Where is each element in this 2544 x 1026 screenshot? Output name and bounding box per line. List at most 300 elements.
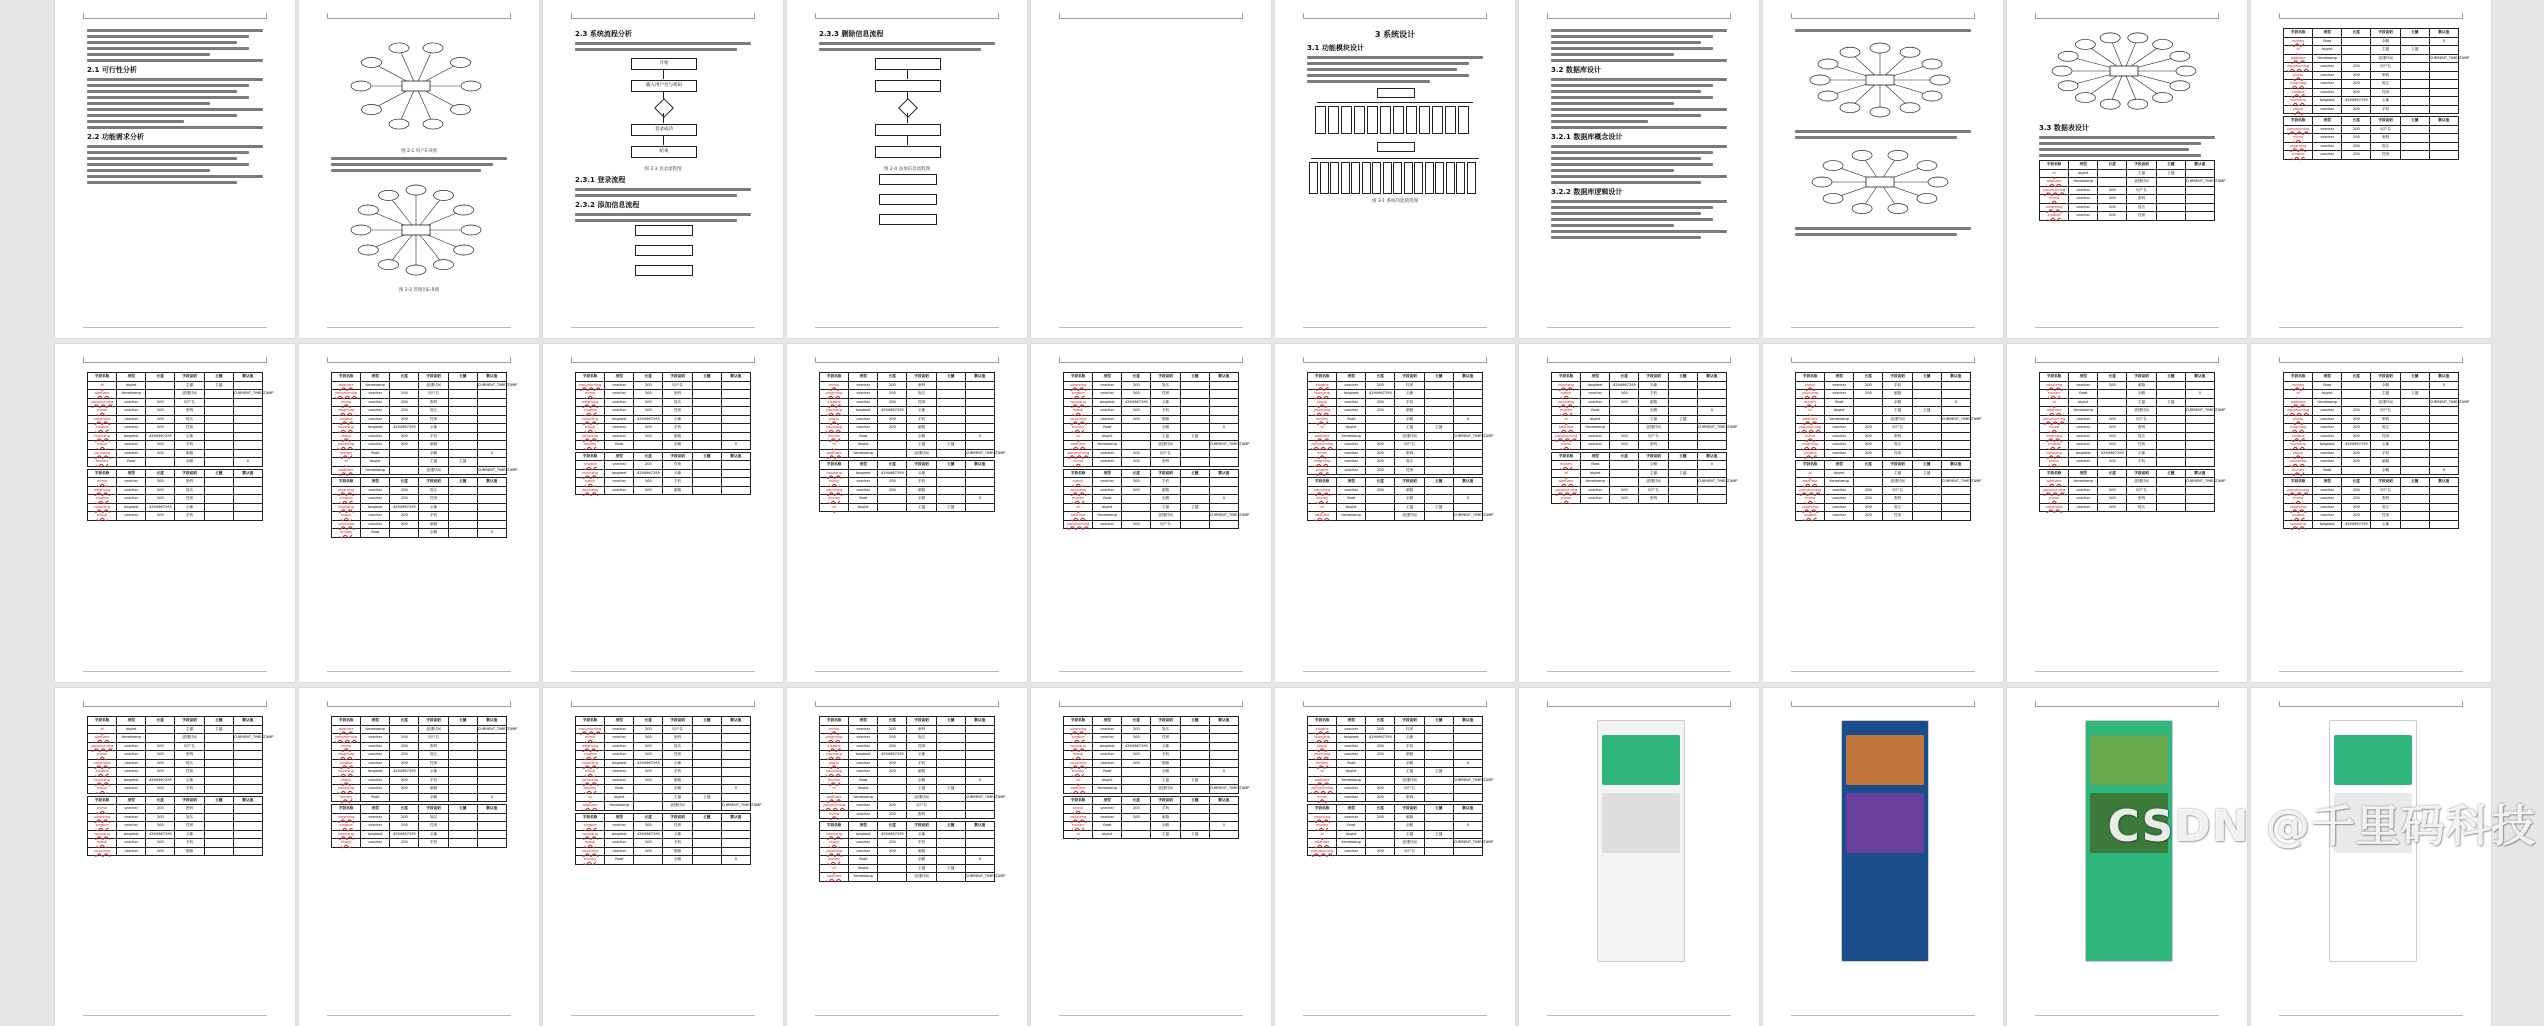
- table-row: [1308, 407, 1483, 416]
- er-attribute: [2100, 33, 2120, 43]
- table-cell: [2284, 97, 2313, 106]
- field-name: xingming: [2045, 204, 2063, 209]
- table-cell: longtext: [361, 424, 390, 433]
- table-cell: 邮箱: [1395, 813, 1424, 822]
- page-header-marks: [1547, 18, 1731, 19]
- table-row: [820, 751, 995, 760]
- section-heading: 2.3.3 删除信息流程: [819, 30, 884, 38]
- text-line: [1795, 227, 1971, 230]
- document-page[interactable]: [543, 344, 783, 682]
- document-page[interactable]: [787, 688, 1027, 1026]
- page-header-marks: [1303, 18, 1487, 19]
- table-cell: [576, 785, 605, 794]
- table-header-cell: 主键: [204, 469, 233, 478]
- module-item: [1445, 106, 1456, 134]
- table-cell: [721, 415, 750, 424]
- document-page[interactable]: [1763, 0, 2003, 338]
- table-cell: 200: [1610, 398, 1639, 407]
- page-header-marks: [1547, 362, 1731, 363]
- table-cell: 200: [146, 847, 175, 856]
- document-page[interactable]: [1519, 344, 1759, 682]
- document-page[interactable]: [787, 344, 1027, 682]
- table-row: [576, 407, 751, 416]
- table-row: [1796, 424, 1971, 433]
- table-cell: [1064, 785, 1093, 794]
- field-name: addtime: [2290, 55, 2306, 60]
- table-cell: [721, 759, 750, 768]
- table-cell: [2284, 503, 2313, 512]
- document-page[interactable]: [55, 344, 295, 682]
- text-line: [87, 53, 210, 56]
- page-header-marks: [571, 362, 755, 363]
- table-cell: [820, 830, 849, 839]
- field-name: shouji: [1560, 391, 1572, 395]
- table-cell: [1064, 512, 1093, 521]
- table-cell: [936, 742, 965, 751]
- table-header-cell: 字段名称: [1796, 461, 1825, 470]
- table-header-cell: 默认值: [2185, 161, 2214, 170]
- table-cell: [1668, 432, 1697, 441]
- table-cell: varchar: [849, 424, 878, 433]
- document-page[interactable]: [2007, 0, 2247, 338]
- table-cell: varchar: [117, 768, 146, 777]
- table-cell: [1424, 785, 1453, 794]
- table-cell: varchar: [605, 390, 634, 399]
- table-cell: 创建时间: [1395, 432, 1424, 441]
- table-cell: [1064, 759, 1093, 768]
- section-heading: 3.1 功能模块设计: [1307, 44, 1364, 52]
- table-header-cell: 字段说明: [1395, 717, 1424, 726]
- field-name: touxiang: [826, 408, 842, 412]
- table-row: [1308, 751, 1483, 760]
- module-bus: [1317, 102, 1473, 103]
- table-row: [820, 415, 995, 424]
- table-cell: [1180, 751, 1209, 760]
- table-row: [1552, 441, 1727, 450]
- table-cell: [332, 398, 361, 407]
- table-cell: 200: [390, 520, 419, 529]
- table-header-row: [88, 796, 263, 805]
- table-row: [1308, 458, 1483, 467]
- table-cell: [2040, 503, 2069, 512]
- table-row: [332, 768, 507, 777]
- table-cell: [692, 734, 721, 743]
- page-header-marks: [815, 18, 999, 19]
- document-page[interactable]: [55, 0, 295, 338]
- field-name: money: [1803, 399, 1817, 404]
- table-row: [2040, 503, 2215, 512]
- table-cell: 主键: [907, 441, 936, 450]
- table-header-cell: 主键: [448, 805, 477, 814]
- table-cell: 密码: [1395, 449, 1424, 458]
- table-cell: [820, 398, 849, 407]
- er-attribute: [406, 265, 426, 275]
- table-cell: varchar: [117, 486, 146, 495]
- document-page[interactable]: [1275, 688, 1515, 1026]
- table-row: [88, 441, 263, 450]
- table-cell: 主键: [1151, 432, 1180, 441]
- table-cell: 200: [146, 495, 175, 504]
- table-row: [576, 734, 751, 743]
- table-cell: CURRENT_TIMESTAMP: [1941, 415, 1970, 424]
- table-header-cell: 长度: [878, 822, 907, 831]
- table-cell: [1122, 424, 1151, 433]
- table-row: [1552, 486, 1727, 495]
- table-cell: [936, 856, 965, 865]
- table-cell: 创建时间: [2127, 407, 2156, 416]
- table-cell: [1366, 432, 1395, 441]
- table-cell: 200: [2342, 495, 2371, 504]
- table-cell: 余额: [175, 458, 204, 467]
- table-cell: longtext: [605, 469, 634, 478]
- app-banner: [1602, 735, 1680, 785]
- table-row: [576, 751, 751, 760]
- field-name: touxiang: [2046, 450, 2062, 455]
- table-cell: 性别: [175, 768, 204, 777]
- document-page[interactable]: [1763, 688, 2003, 1026]
- document-page[interactable]: [1275, 0, 1515, 338]
- field-name: money: [1315, 496, 1329, 500]
- table-header-row: [820, 822, 995, 831]
- table-header-cell: 主键: [1180, 469, 1209, 478]
- document-page[interactable]: [299, 344, 539, 682]
- text-line: [87, 163, 249, 166]
- table-cell: 主键: [663, 793, 692, 802]
- document-page[interactable]: [299, 0, 539, 338]
- document-page[interactable]: [299, 688, 539, 1026]
- table-cell: [332, 512, 361, 521]
- document-page[interactable]: [1275, 344, 1515, 682]
- table-row: [88, 734, 263, 743]
- table-row: [576, 398, 751, 407]
- table-cell: [1209, 776, 1238, 785]
- table-row: [88, 486, 263, 495]
- document-page[interactable]: [1031, 688, 1271, 1026]
- table-cell: bigint: [2313, 390, 2342, 399]
- document-page[interactable]: [1031, 0, 1271, 338]
- table-cell: [204, 441, 233, 450]
- table-row: [820, 776, 995, 785]
- field-name: xingming: [2289, 425, 2307, 429]
- module-item: [1419, 106, 1430, 134]
- table-cell: [1424, 486, 1453, 495]
- table-cell: 密码: [2371, 415, 2400, 424]
- table-cell: varchar: [1825, 486, 1854, 495]
- table-cell: [2156, 212, 2185, 221]
- table-cell: 主键: [936, 441, 965, 450]
- table-cell: 200: [390, 759, 419, 768]
- table-cell: [692, 441, 721, 450]
- table-cell: timestamp: [1093, 512, 1122, 521]
- table-cell: 0: [1453, 415, 1482, 424]
- table-cell: [1912, 495, 1941, 504]
- page-content: [1063, 714, 1250, 1008]
- field-name: money: [827, 777, 841, 782]
- table-cell: varchar: [605, 768, 634, 777]
- table-cell: varchar: [1825, 441, 1854, 450]
- page-content: [1551, 26, 1727, 320]
- table-cell: [390, 381, 419, 390]
- table-header-cell: 长度: [1122, 469, 1151, 478]
- table-cell: 200: [390, 751, 419, 760]
- table-cell: longtext: [117, 776, 146, 785]
- table-cell: [1941, 390, 1970, 399]
- table-header-cell: 类型: [361, 805, 390, 814]
- table-header-cell: 类型: [2313, 117, 2342, 126]
- table-cell: varchar: [2313, 63, 2342, 72]
- table-cell: [1308, 441, 1337, 450]
- table-cell: 200: [146, 424, 175, 433]
- table-header-cell: 默认值: [1941, 461, 1970, 470]
- table-cell: bigint: [849, 864, 878, 873]
- table-cell: [2040, 441, 2069, 450]
- table-header-cell: 字段说明: [175, 717, 204, 726]
- field-name: touxiang: [94, 831, 110, 836]
- table-row: [820, 830, 995, 839]
- table-cell: [1366, 830, 1395, 839]
- table-cell: [1308, 759, 1337, 768]
- table-header-cell: 类型: [1337, 373, 1366, 382]
- field-table: [2283, 116, 2459, 160]
- table-cell: 创建时间: [1395, 776, 1424, 785]
- table-cell: [233, 822, 262, 831]
- table-header-row: [2284, 478, 2459, 487]
- field-name: money: [1559, 408, 1573, 412]
- table-cell: 头像: [1151, 742, 1180, 751]
- document-page[interactable]: [543, 688, 783, 1026]
- table-cell: 密码: [2127, 424, 2156, 433]
- document-page[interactable]: [1031, 344, 1271, 682]
- table-cell: 200: [878, 847, 907, 856]
- table-cell: CURRENT_TIMESTAMP: [965, 793, 994, 802]
- table-cell: [1209, 415, 1238, 424]
- app-screenshot[interactable]: [1841, 720, 1929, 962]
- table-cell: 200: [1122, 407, 1151, 416]
- table-header-row: [1308, 373, 1483, 382]
- table-cell: [448, 520, 477, 529]
- table-cell: [1180, 759, 1209, 768]
- table-cell: 200: [634, 847, 663, 856]
- table-row: [1308, 390, 1483, 399]
- document-page[interactable]: [1763, 344, 2003, 682]
- table-cell: [1308, 466, 1337, 475]
- table-header-cell: 类型: [361, 717, 390, 726]
- field-name: shouji: [1072, 479, 1084, 483]
- app-banner: [2334, 735, 2412, 785]
- table-cell: 200: [390, 441, 419, 450]
- table-row: [1064, 751, 1239, 760]
- table-header-cell: 类型: [117, 717, 146, 726]
- table-cell: 主键: [1180, 432, 1209, 441]
- text-line: [87, 90, 237, 93]
- field-name: addtime: [1314, 777, 1330, 782]
- table-header-cell: 默认值: [233, 469, 262, 478]
- table-cell: varchar: [2313, 142, 2342, 151]
- table-cell: [721, 751, 750, 760]
- table-cell: [1424, 381, 1453, 390]
- field-name: id: [1320, 831, 1324, 836]
- table-row: [1064, 813, 1239, 822]
- table-cell: 性别: [1883, 449, 1912, 458]
- table-cell: [2400, 512, 2429, 521]
- table-cell: [965, 381, 994, 390]
- table-row: [576, 830, 751, 839]
- field-name: id: [344, 459, 348, 463]
- field-name: id: [1076, 831, 1080, 836]
- table-cell: timestamp: [1337, 839, 1366, 848]
- document-page[interactable]: [543, 0, 783, 338]
- field-name: shouji: [340, 513, 352, 517]
- table-cell: [1854, 415, 1883, 424]
- table-cell: [146, 381, 175, 390]
- table-header-cell: 默认值: [721, 452, 750, 461]
- table-cell: [692, 725, 721, 734]
- table-cell: 创建时间: [1883, 478, 1912, 487]
- table-cell: [332, 390, 361, 399]
- table-cell: 性别: [2371, 512, 2400, 521]
- document-page[interactable]: [1519, 688, 1759, 1026]
- table-header-cell: 主键: [2156, 469, 2185, 478]
- field-table: [819, 821, 1006, 882]
- table-header-cell: 主键: [1912, 461, 1941, 470]
- table-cell: [634, 856, 663, 865]
- table-cell: [1552, 495, 1581, 504]
- page-footer-line: [2035, 671, 2219, 672]
- table-cell: 200: [146, 759, 175, 768]
- document-page[interactable]: [55, 688, 295, 1026]
- table-cell: 密码: [175, 407, 204, 416]
- field-name: addtime: [826, 874, 842, 878]
- table-cell: [146, 725, 175, 734]
- table-cell: 姓名: [419, 486, 448, 495]
- table-cell: [1552, 398, 1581, 407]
- table-cell: varchar: [1093, 486, 1122, 495]
- table-cell: [1366, 822, 1395, 831]
- table-cell: 4294967295: [146, 830, 175, 839]
- field-name: yonghuming: [2286, 126, 2310, 131]
- field-name: shouji: [1072, 752, 1084, 756]
- er-attribute: [2128, 99, 2148, 109]
- er-attribute: [434, 190, 454, 200]
- table-cell: [88, 742, 117, 751]
- table-cell: [448, 768, 477, 777]
- table-header-row: [820, 717, 995, 726]
- table-row: [2284, 486, 2459, 495]
- table-cell: 性别: [1151, 390, 1180, 399]
- table-cell: [1064, 503, 1093, 512]
- table-cell: [576, 802, 605, 811]
- table-cell: varchar: [2069, 495, 2098, 504]
- table-row: [88, 390, 263, 399]
- table-cell: [332, 495, 361, 504]
- table-cell: [1064, 415, 1093, 424]
- table-cell: 0: [2429, 37, 2458, 46]
- table-cell: [448, 503, 477, 512]
- table-cell: 4294967295: [146, 432, 175, 441]
- field-name: xingbie: [583, 752, 597, 756]
- table-cell: 主键: [175, 381, 204, 390]
- field-name: xingbie: [95, 425, 109, 429]
- field-name: yonghuming: [334, 391, 358, 395]
- table-header-cell: 长度: [1610, 452, 1639, 461]
- table-cell: [692, 785, 721, 794]
- table-cell: 4294967295: [390, 424, 419, 433]
- table-cell: 创建时间: [1151, 512, 1180, 521]
- table-cell: [2429, 432, 2458, 441]
- table-header-cell: 类型: [117, 469, 146, 478]
- table-row: [2284, 407, 2459, 416]
- table-cell: 主键: [936, 785, 965, 794]
- document-page[interactable]: [2007, 344, 2247, 682]
- field-name: addtime: [94, 391, 110, 395]
- table-cell: [448, 725, 477, 734]
- table-cell: [1064, 390, 1093, 399]
- table-cell: [2040, 407, 2069, 416]
- text-line: [1551, 102, 1674, 105]
- er-entity: [1866, 75, 1894, 85]
- table-cell: [448, 432, 477, 441]
- document-page[interactable]: [2251, 0, 2491, 338]
- table-cell: varchar: [2069, 441, 2098, 450]
- er-attribute: [379, 190, 399, 200]
- document-page[interactable]: [2007, 688, 2247, 1026]
- table-header-row: [1308, 805, 1483, 814]
- er-attribute: [1840, 47, 1860, 57]
- field-name: youxiang: [825, 425, 843, 429]
- table-cell: [1180, 390, 1209, 399]
- table-row: [2284, 512, 2459, 521]
- table-cell: [1668, 381, 1697, 390]
- field-name: mima: [828, 726, 840, 731]
- table-cell: 用户名: [1395, 847, 1424, 856]
- table-cell: [576, 381, 605, 390]
- table-cell: 用户名: [2371, 407, 2400, 416]
- table-cell: [1668, 478, 1697, 487]
- table-cell: longtext: [1337, 390, 1366, 399]
- table-cell: 邮箱: [1151, 759, 1180, 768]
- document-page[interactable]: [787, 0, 1027, 338]
- document-page[interactable]: [1519, 0, 1759, 338]
- table-cell: [936, 486, 965, 495]
- table-cell: [936, 469, 965, 478]
- field-name: xingbie: [2047, 213, 2061, 217]
- document-page[interactable]: [2251, 688, 2491, 1026]
- field-name: money: [1315, 760, 1329, 765]
- field-name: addtime: [2046, 479, 2062, 483]
- page-content: [87, 714, 274, 1008]
- table-cell: [1668, 486, 1697, 495]
- table-header-cell: 默认值: [721, 717, 750, 726]
- table-cell: 姓名: [2127, 503, 2156, 512]
- table-cell: [576, 768, 605, 777]
- table-cell: [1180, 734, 1209, 743]
- module-item: [1330, 162, 1339, 194]
- table-row: [576, 478, 751, 487]
- table-row: [1308, 441, 1483, 450]
- table-cell: varchar: [117, 813, 146, 822]
- page-content: [819, 714, 1006, 1008]
- table-cell: [1180, 768, 1209, 777]
- table-row: [1064, 495, 1239, 504]
- table-row: [2040, 212, 2215, 221]
- table-header-cell: 字段名称: [2040, 469, 2069, 478]
- field-table: [575, 813, 751, 865]
- table-cell: [448, 424, 477, 433]
- table-cell: 姓名: [2371, 142, 2400, 151]
- document-page[interactable]: [2251, 344, 2491, 682]
- table-cell: varchar: [2313, 512, 2342, 521]
- app-screenshot[interactable]: [1597, 720, 1685, 962]
